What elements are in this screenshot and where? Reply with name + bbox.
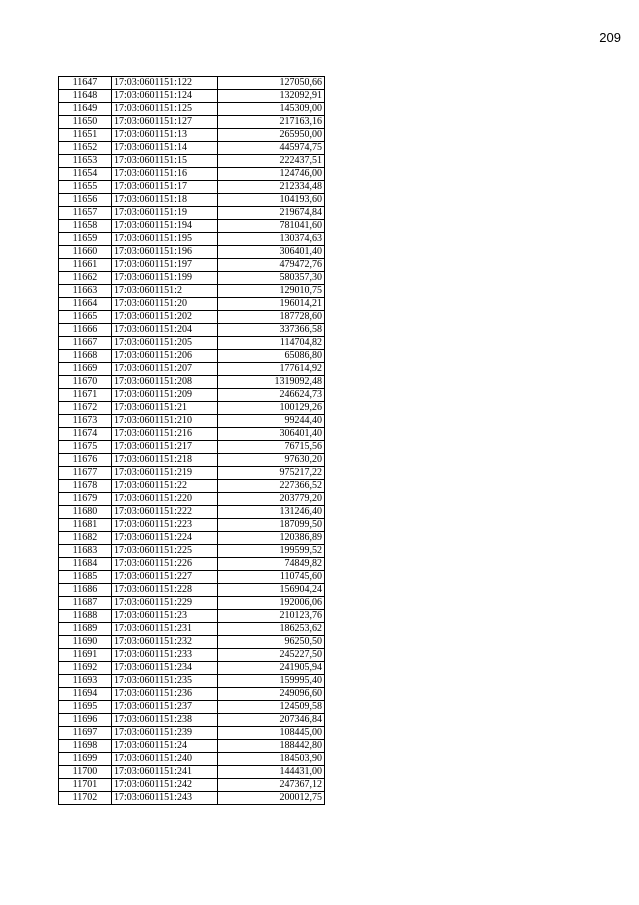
table-row bbox=[59, 428, 325, 441]
row-value: 145309,00 bbox=[218, 103, 325, 116]
table-row bbox=[59, 662, 325, 675]
table-row bbox=[59, 220, 325, 233]
table-row bbox=[59, 337, 325, 350]
cadastral-number: 17:03:0601151:243 bbox=[112, 792, 218, 805]
cadastral-number: 17:03:0601151:24 bbox=[112, 740, 218, 753]
cadastral-number: 17:03:0601151:209 bbox=[112, 389, 218, 402]
cadastral-number: 17:03:0601151:231 bbox=[112, 623, 218, 636]
cadastral-number: 17:03:0601151:127 bbox=[112, 116, 218, 129]
row-value: 445974,75 bbox=[218, 142, 325, 155]
row-value: 100129,26 bbox=[218, 402, 325, 415]
table-row bbox=[59, 597, 325, 610]
cadastral-number: 17:03:0601151:18 bbox=[112, 194, 218, 207]
cadastral-number: 17:03:0601151:15 bbox=[112, 155, 218, 168]
cadastral-number: 17:03:0601151:197 bbox=[112, 259, 218, 272]
table-row bbox=[59, 311, 325, 324]
row-number: 11695 bbox=[59, 701, 112, 714]
row-number: 11656 bbox=[59, 194, 112, 207]
row-value: 249096,60 bbox=[218, 688, 325, 701]
cadastral-number: 17:03:0601151:236 bbox=[112, 688, 218, 701]
row-value: 127050,66 bbox=[218, 77, 325, 90]
table-row bbox=[59, 415, 325, 428]
cadastral-number: 17:03:0601151:237 bbox=[112, 701, 218, 714]
row-number: 11671 bbox=[59, 389, 112, 402]
row-value: 96250,50 bbox=[218, 636, 325, 649]
table-row bbox=[59, 77, 325, 90]
row-number: 11660 bbox=[59, 246, 112, 259]
cadastral-number: 17:03:0601151:218 bbox=[112, 454, 218, 467]
row-number: 11658 bbox=[59, 220, 112, 233]
table-row bbox=[59, 467, 325, 480]
table-row bbox=[59, 259, 325, 272]
row-number: 11690 bbox=[59, 636, 112, 649]
cadastral-number: 17:03:0601151:124 bbox=[112, 90, 218, 103]
table-row bbox=[59, 519, 325, 532]
row-value: 184503,90 bbox=[218, 753, 325, 766]
table-row bbox=[59, 402, 325, 415]
cadastral-number: 17:03:0601151:17 bbox=[112, 181, 218, 194]
table-row bbox=[59, 714, 325, 727]
row-number: 11688 bbox=[59, 610, 112, 623]
cadastral-number: 17:03:0601151:228 bbox=[112, 584, 218, 597]
table-row bbox=[59, 90, 325, 103]
cadastral-number: 17:03:0601151:222 bbox=[112, 506, 218, 519]
cadastral-number: 17:03:0601151:195 bbox=[112, 233, 218, 246]
cadastral-number: 17:03:0601151:202 bbox=[112, 311, 218, 324]
row-number: 11673 bbox=[59, 415, 112, 428]
row-value: 246624,73 bbox=[218, 389, 325, 402]
table-body bbox=[59, 77, 325, 805]
row-value: 192006,06 bbox=[218, 597, 325, 610]
cadastral-number: 17:03:0601151:233 bbox=[112, 649, 218, 662]
row-value: 1319092,48 bbox=[218, 376, 325, 389]
row-number: 11659 bbox=[59, 233, 112, 246]
cadastral-number: 17:03:0601151:205 bbox=[112, 337, 218, 350]
table-row bbox=[59, 324, 325, 337]
row-value: 200012,75 bbox=[218, 792, 325, 805]
row-number: 11697 bbox=[59, 727, 112, 740]
table-row bbox=[59, 207, 325, 220]
cadastral-number: 17:03:0601151:2 bbox=[112, 285, 218, 298]
table-row bbox=[59, 779, 325, 792]
row-number: 11683 bbox=[59, 545, 112, 558]
table-row bbox=[59, 727, 325, 740]
table-row bbox=[59, 194, 325, 207]
row-value: 265950,00 bbox=[218, 129, 325, 142]
row-value: 99244,40 bbox=[218, 415, 325, 428]
cadastral-number: 17:03:0601151:240 bbox=[112, 753, 218, 766]
table-row bbox=[59, 233, 325, 246]
table-row bbox=[59, 103, 325, 116]
row-value: 188442,80 bbox=[218, 740, 325, 753]
cadastral-number: 17:03:0601151:206 bbox=[112, 350, 218, 363]
row-value: 132092,91 bbox=[218, 90, 325, 103]
table-row bbox=[59, 493, 325, 506]
row-value: 124509,58 bbox=[218, 701, 325, 714]
row-number: 11698 bbox=[59, 740, 112, 753]
cadastral-number: 17:03:0601151:199 bbox=[112, 272, 218, 285]
row-number: 11685 bbox=[59, 571, 112, 584]
row-value: 114704,82 bbox=[218, 337, 325, 350]
row-value: 222437,51 bbox=[218, 155, 325, 168]
row-value: 130374,63 bbox=[218, 233, 325, 246]
cadastral-number: 17:03:0601151:232 bbox=[112, 636, 218, 649]
row-number: 11648 bbox=[59, 90, 112, 103]
row-number: 11647 bbox=[59, 77, 112, 90]
table-row bbox=[59, 688, 325, 701]
table-row bbox=[59, 272, 325, 285]
row-value: 306401,40 bbox=[218, 246, 325, 259]
row-number: 11700 bbox=[59, 766, 112, 779]
cadastral-number: 17:03:0601151:125 bbox=[112, 103, 218, 116]
cadastral-number: 17:03:0601151:210 bbox=[112, 415, 218, 428]
row-value: 110745,60 bbox=[218, 571, 325, 584]
row-value: 97630,20 bbox=[218, 454, 325, 467]
row-value: 199599,52 bbox=[218, 545, 325, 558]
row-value: 186253,62 bbox=[218, 623, 325, 636]
table-row bbox=[59, 753, 325, 766]
cadastral-number: 17:03:0601151:23 bbox=[112, 610, 218, 623]
cadastral-number: 17:03:0601151:223 bbox=[112, 519, 218, 532]
cadastral-number: 17:03:0601151:241 bbox=[112, 766, 218, 779]
row-number: 11696 bbox=[59, 714, 112, 727]
table-row bbox=[59, 649, 325, 662]
table-row bbox=[59, 441, 325, 454]
row-number: 11655 bbox=[59, 181, 112, 194]
table-row bbox=[59, 506, 325, 519]
row-number: 11702 bbox=[59, 792, 112, 805]
table-row bbox=[59, 363, 325, 376]
table-row bbox=[59, 454, 325, 467]
row-number: 11649 bbox=[59, 103, 112, 116]
cadastral-number: 17:03:0601151:216 bbox=[112, 428, 218, 441]
cadastral-number: 17:03:0601151:235 bbox=[112, 675, 218, 688]
table-row bbox=[59, 545, 325, 558]
cadastral-number: 17:03:0601151:239 bbox=[112, 727, 218, 740]
cadastral-number: 17:03:0601151:225 bbox=[112, 545, 218, 558]
cadastral-number: 17:03:0601151:234 bbox=[112, 662, 218, 675]
row-number: 11652 bbox=[59, 142, 112, 155]
row-value: 177614,92 bbox=[218, 363, 325, 376]
row-value: 120386,89 bbox=[218, 532, 325, 545]
table-row bbox=[59, 610, 325, 623]
page-number: 209 bbox=[599, 30, 621, 45]
cadastral-number: 17:03:0601151:207 bbox=[112, 363, 218, 376]
row-value: 124746,00 bbox=[218, 168, 325, 181]
cadastral-number: 17:03:0601151:16 bbox=[112, 168, 218, 181]
row-number: 11657 bbox=[59, 207, 112, 220]
row-value: 247367,12 bbox=[218, 779, 325, 792]
row-value: 975217,22 bbox=[218, 467, 325, 480]
row-value: 129010,75 bbox=[218, 285, 325, 298]
cadastral-number: 17:03:0601151:242 bbox=[112, 779, 218, 792]
row-value: 131246,40 bbox=[218, 506, 325, 519]
row-number: 11689 bbox=[59, 623, 112, 636]
table-row bbox=[59, 298, 325, 311]
cadastral-number: 17:03:0601151:20 bbox=[112, 298, 218, 311]
row-number: 11675 bbox=[59, 441, 112, 454]
row-number: 11674 bbox=[59, 428, 112, 441]
table-row bbox=[59, 766, 325, 779]
cadastral-number: 17:03:0601151:122 bbox=[112, 77, 218, 90]
row-number: 11654 bbox=[59, 168, 112, 181]
table-row bbox=[59, 155, 325, 168]
row-number: 11679 bbox=[59, 493, 112, 506]
cadastral-number: 17:03:0601151:14 bbox=[112, 142, 218, 155]
row-number: 11650 bbox=[59, 116, 112, 129]
table-row bbox=[59, 389, 325, 402]
cadastral-number: 17:03:0601151:196 bbox=[112, 246, 218, 259]
cadastral-number: 17:03:0601151:204 bbox=[112, 324, 218, 337]
table-row bbox=[59, 636, 325, 649]
data-table bbox=[58, 76, 325, 805]
row-number: 11687 bbox=[59, 597, 112, 610]
row-number: 11682 bbox=[59, 532, 112, 545]
row-number: 11664 bbox=[59, 298, 112, 311]
row-number: 11651 bbox=[59, 129, 112, 142]
row-number: 11653 bbox=[59, 155, 112, 168]
row-number: 11678 bbox=[59, 480, 112, 493]
cadastral-number: 17:03:0601151:224 bbox=[112, 532, 218, 545]
row-value: 245227,50 bbox=[218, 649, 325, 662]
table-row bbox=[59, 376, 325, 389]
table-row bbox=[59, 623, 325, 636]
row-number: 11699 bbox=[59, 753, 112, 766]
cadastral-number: 17:03:0601151:238 bbox=[112, 714, 218, 727]
table-row bbox=[59, 675, 325, 688]
table-row bbox=[59, 168, 325, 181]
row-number: 11662 bbox=[59, 272, 112, 285]
cadastral-number: 17:03:0601151:220 bbox=[112, 493, 218, 506]
row-value: 187099,50 bbox=[218, 519, 325, 532]
cadastral-number: 17:03:0601151:227 bbox=[112, 571, 218, 584]
row-number: 11667 bbox=[59, 337, 112, 350]
cadastral-number: 17:03:0601151:226 bbox=[112, 558, 218, 571]
table-row bbox=[59, 116, 325, 129]
row-value: 781041,60 bbox=[218, 220, 325, 233]
table-row bbox=[59, 532, 325, 545]
table-row bbox=[59, 701, 325, 714]
row-value: 337366,58 bbox=[218, 324, 325, 337]
row-value: 227366,52 bbox=[218, 480, 325, 493]
row-number: 11668 bbox=[59, 350, 112, 363]
row-value: 65086,80 bbox=[218, 350, 325, 363]
row-value: 203779,20 bbox=[218, 493, 325, 506]
row-number: 11669 bbox=[59, 363, 112, 376]
row-value: 217163,16 bbox=[218, 116, 325, 129]
table-row bbox=[59, 558, 325, 571]
row-number: 11665 bbox=[59, 311, 112, 324]
row-number: 11701 bbox=[59, 779, 112, 792]
row-number: 11681 bbox=[59, 519, 112, 532]
table-row bbox=[59, 740, 325, 753]
row-value: 210123,76 bbox=[218, 610, 325, 623]
table-row bbox=[59, 129, 325, 142]
row-number: 11693 bbox=[59, 675, 112, 688]
table-row bbox=[59, 285, 325, 298]
row-value: 580357,30 bbox=[218, 272, 325, 285]
row-number: 11666 bbox=[59, 324, 112, 337]
row-value: 104193,60 bbox=[218, 194, 325, 207]
row-value: 212334,48 bbox=[218, 181, 325, 194]
row-value: 196014,21 bbox=[218, 298, 325, 311]
table-row bbox=[59, 246, 325, 259]
cadastral-number: 17:03:0601151:13 bbox=[112, 129, 218, 142]
row-number: 11672 bbox=[59, 402, 112, 415]
cadastral-number: 17:03:0601151:194 bbox=[112, 220, 218, 233]
row-number: 11694 bbox=[59, 688, 112, 701]
row-value: 479472,76 bbox=[218, 259, 325, 272]
table-row bbox=[59, 480, 325, 493]
row-number: 11680 bbox=[59, 506, 112, 519]
table-row bbox=[59, 584, 325, 597]
table-row bbox=[59, 350, 325, 363]
cadastral-number: 17:03:0601151:208 bbox=[112, 376, 218, 389]
row-value: 144431,00 bbox=[218, 766, 325, 779]
cadastral-number: 17:03:0601151:21 bbox=[112, 402, 218, 415]
row-value: 74849,82 bbox=[218, 558, 325, 571]
row-value: 159995,40 bbox=[218, 675, 325, 688]
row-number: 11677 bbox=[59, 467, 112, 480]
cadastral-number: 17:03:0601151:19 bbox=[112, 207, 218, 220]
row-number: 11692 bbox=[59, 662, 112, 675]
row-value: 156904,24 bbox=[218, 584, 325, 597]
row-number: 11686 bbox=[59, 584, 112, 597]
row-number: 11684 bbox=[59, 558, 112, 571]
cadastral-number: 17:03:0601151:219 bbox=[112, 467, 218, 480]
row-value: 76715,56 bbox=[218, 441, 325, 454]
row-number: 11691 bbox=[59, 649, 112, 662]
table-row bbox=[59, 792, 325, 805]
row-number: 11676 bbox=[59, 454, 112, 467]
cadastral-number: 17:03:0601151:22 bbox=[112, 480, 218, 493]
row-value: 219674,84 bbox=[218, 207, 325, 220]
row-value: 207346,84 bbox=[218, 714, 325, 727]
row-number: 11663 bbox=[59, 285, 112, 298]
row-number: 11670 bbox=[59, 376, 112, 389]
table-row bbox=[59, 142, 325, 155]
row-value: 187728,60 bbox=[218, 311, 325, 324]
table-row bbox=[59, 181, 325, 194]
row-value: 306401,40 bbox=[218, 428, 325, 441]
row-number: 11661 bbox=[59, 259, 112, 272]
cadastral-number: 17:03:0601151:229 bbox=[112, 597, 218, 610]
row-value: 241905,94 bbox=[218, 662, 325, 675]
table-row bbox=[59, 571, 325, 584]
cadastral-number: 17:03:0601151:217 bbox=[112, 441, 218, 454]
row-value: 108445,00 bbox=[218, 727, 325, 740]
